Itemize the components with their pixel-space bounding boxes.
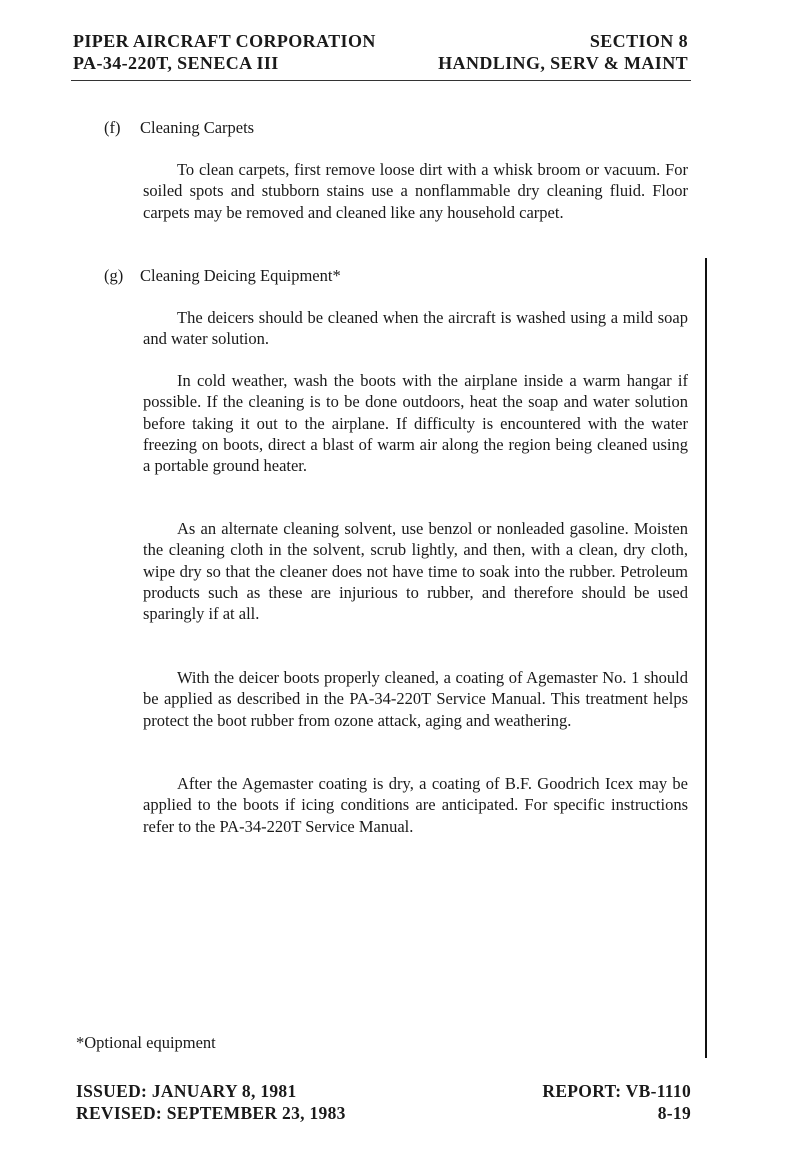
footnote-optional-equipment: *Optional equipment [76, 1033, 216, 1052]
report-number: REPORT: VB-1110 [542, 1081, 691, 1101]
item-heading-cleaning-deicing [104, 265, 341, 287]
paragraph-carpets: To clean carpets, first remove loose dirt with a whisk broom or vacuum. For soiled spots and stubborn stains use a nonflammable dry cleaning fluid. Floor carpets may be removed and cleaned like any household carpet. [143, 160, 688, 222]
revised-date: REVISED: SEPTEMBER 23, 1983 [76, 1103, 346, 1123]
item-title: Cleaning Deicing Equipment* [140, 266, 341, 285]
aircraft-model: PA-34-220T, SENECA III [73, 53, 279, 73]
item-marker: (f) [104, 118, 121, 137]
footer-right [542, 1080, 691, 1124]
revision-change-bar [705, 258, 707, 1058]
section-title: HANDLING, SERV & MAINT [438, 53, 688, 73]
header-divider [71, 80, 691, 81]
paragraph-cold-weather: In cold weather, wash the boots with the airplane inside a warm hangar if possible. If the cleaning is to be done outdoors, heat the soap and water solution before taking it out to the airplane. If difficulty is encountered with the water freezing on boots, direct a blast of warm air along the region being cleaned using a portable ground heater. [143, 371, 688, 476]
footer-left [76, 1080, 346, 1124]
company-name: PIPER AIRCRAFT CORPORATION [73, 31, 376, 51]
paragraph-deicers-wash: The deicers should be cleaned when the aircraft is washed using a mild soap and water solution. [143, 308, 688, 349]
issued-date: ISSUED: JANUARY 8, 1981 [76, 1081, 297, 1101]
paragraph-icex: After the Agemaster coating is dry, a coating of B.F. Goodrich Icex may be applied to the boots if icing conditions are anticipated. For specific instructions refer to the PA-34-220T Service Manual. [143, 774, 688, 836]
page-number: 8-19 [657, 1103, 691, 1123]
section-number: SECTION 8 [589, 31, 688, 51]
item-title: Cleaning Carpets [140, 118, 255, 137]
header-left [73, 30, 376, 74]
item-marker: (g) [104, 266, 124, 285]
item-heading-cleaning-carpets [104, 117, 254, 139]
header-right [438, 30, 688, 74]
paragraph-agemaster: With the deicer boots properly cleaned, a coating of Agemaster No. 1 should be applied as described in the PA-34-220T Service Manual. This treatment helps protect the boot rubber from ozone attack, aging and weathering. [143, 668, 688, 730]
paragraph-alternate-solvent: As an alternate cleaning solvent, use benzol or nonleaded gasoline. Moisten the cleaning cloth in the solvent, scrub lightly, and then, with a clean, dry cloth, wipe dry so that the cleaner does not have time to soak into the rubber. Petroleum products such as these are injurious to rubber, and therefore should be used sparingly if at all. [143, 519, 688, 624]
